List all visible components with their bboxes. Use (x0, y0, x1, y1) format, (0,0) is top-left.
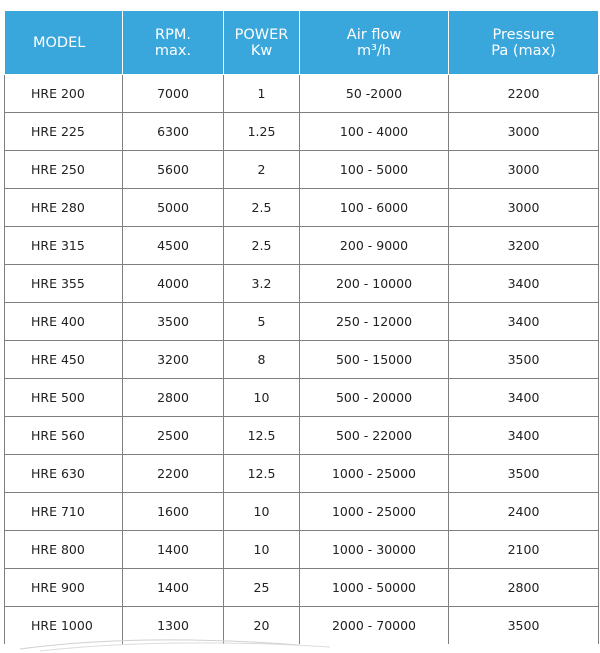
table-row (5, 303, 599, 341)
cell-airflow: 200 - 9000 (300, 227, 449, 265)
cell-rpm: 5600 (123, 151, 224, 189)
table-header (5, 11, 599, 75)
cell-pressure: 3500 (449, 607, 599, 645)
cell-airflow: 1000 - 25000 (300, 455, 449, 493)
cell-power: 1 (224, 75, 300, 113)
cell-power: 3.2 (224, 265, 300, 303)
table-row (5, 113, 599, 151)
cell-pressure: 3000 (449, 151, 599, 189)
cell-airflow: 50 -2000 (300, 75, 449, 113)
cell-model: HRE 355 (5, 265, 123, 303)
cell-rpm: 4500 (123, 227, 224, 265)
cell-model: HRE 200 (5, 75, 123, 113)
cell-power: 2.5 (224, 227, 300, 265)
cell-rpm: 1400 (123, 531, 224, 569)
cell-rpm: 4000 (123, 265, 224, 303)
cell-power: 12.5 (224, 417, 300, 455)
cell-model: HRE 400 (5, 303, 123, 341)
header-power-line1: POWER (234, 26, 289, 43)
table-row (5, 531, 599, 569)
cell-airflow: 500 - 15000 (300, 341, 449, 379)
cell-rpm: 1400 (123, 569, 224, 607)
header-model-label: MODEL (33, 34, 86, 51)
table-row (5, 455, 599, 493)
table-row (5, 75, 599, 113)
cell-pressure: 3500 (449, 341, 599, 379)
cell-airflow: 100 - 5000 (300, 151, 449, 189)
cell-pressure: 2200 (449, 75, 599, 113)
cell-model: HRE 500 (5, 379, 123, 417)
cell-model: HRE 1000 (5, 607, 123, 645)
header-rpm (123, 11, 224, 75)
cell-model: HRE 560 (5, 417, 123, 455)
cell-airflow: 100 - 4000 (300, 113, 449, 151)
cell-power: 2 (224, 151, 300, 189)
header-power (224, 11, 300, 75)
table-row (5, 493, 599, 531)
cell-power: 2.5 (224, 189, 300, 227)
cell-pressure: 3000 (449, 113, 599, 151)
cell-pressure: 2800 (449, 569, 599, 607)
cell-rpm: 5000 (123, 189, 224, 227)
header-pressure-line2: Pa (max) (491, 42, 556, 59)
table-row (5, 227, 599, 265)
cell-rpm: 6300 (123, 113, 224, 151)
header-pressure (449, 11, 599, 75)
cell-power: 12.5 (224, 455, 300, 493)
cell-airflow: 100 - 6000 (300, 189, 449, 227)
header-airflow-line2: m³/h (356, 42, 391, 59)
cell-pressure: 3400 (449, 379, 599, 417)
table-body (5, 75, 599, 645)
cell-airflow: 2000 - 70000 (300, 607, 449, 645)
cell-pressure: 2100 (449, 531, 599, 569)
header-row (5, 11, 599, 75)
table-row (5, 265, 599, 303)
cell-airflow: 1000 - 30000 (300, 531, 449, 569)
cell-power: 1.25 (224, 113, 300, 151)
cell-airflow: 500 - 20000 (300, 379, 449, 417)
header-model (5, 11, 123, 75)
cell-model: HRE 280 (5, 189, 123, 227)
cell-model: HRE 450 (5, 341, 123, 379)
cell-power: 5 (224, 303, 300, 341)
table-row (5, 379, 599, 417)
fan-spec-table (4, 10, 599, 644)
cell-model: HRE 630 (5, 455, 123, 493)
cell-rpm: 2800 (123, 379, 224, 417)
table-row (5, 341, 599, 379)
cell-pressure: 3000 (449, 189, 599, 227)
cell-airflow: 1000 - 50000 (300, 569, 449, 607)
header-airflow-line1: Air flow (346, 26, 402, 43)
cell-model: HRE 250 (5, 151, 123, 189)
table-row (5, 417, 599, 455)
cell-power: 10 (224, 379, 300, 417)
header-airflow (300, 11, 449, 75)
cell-model: HRE 800 (5, 531, 123, 569)
cell-power: 20 (224, 607, 300, 645)
header-power-line2: Kw (250, 42, 273, 59)
cell-power: 10 (224, 531, 300, 569)
cell-rpm: 2200 (123, 455, 224, 493)
cell-rpm: 7000 (123, 75, 224, 113)
cell-rpm: 3500 (123, 303, 224, 341)
cell-rpm: 3200 (123, 341, 224, 379)
decorative-swoosh (0, 635, 600, 653)
cell-pressure: 3200 (449, 227, 599, 265)
cell-airflow: 250 - 12000 (300, 303, 449, 341)
table-row (5, 569, 599, 607)
spec-table-container (4, 10, 598, 644)
cell-pressure: 3400 (449, 303, 599, 341)
cell-pressure: 3400 (449, 417, 599, 455)
cell-model: HRE 225 (5, 113, 123, 151)
cell-power: 25 (224, 569, 300, 607)
cell-power: 10 (224, 493, 300, 531)
header-rpm-line2: max. (154, 42, 192, 59)
cell-model: HRE 710 (5, 493, 123, 531)
cell-rpm: 1600 (123, 493, 224, 531)
header-rpm-line1: RPM. (155, 26, 191, 43)
cell-pressure: 2400 (449, 493, 599, 531)
cell-airflow: 1000 - 25000 (300, 493, 449, 531)
table-row (5, 151, 599, 189)
cell-model: HRE 900 (5, 569, 123, 607)
cell-airflow: 500 - 22000 (300, 417, 449, 455)
cell-model: HRE 315 (5, 227, 123, 265)
table-row (5, 189, 599, 227)
cell-airflow: 200 - 10000 (300, 265, 449, 303)
cell-rpm: 2500 (123, 417, 224, 455)
cell-rpm: 1300 (123, 607, 224, 645)
cell-pressure: 3400 (449, 265, 599, 303)
cell-power: 8 (224, 341, 300, 379)
header-pressure-line1: Pressure (492, 26, 555, 43)
cell-pressure: 3500 (449, 455, 599, 493)
